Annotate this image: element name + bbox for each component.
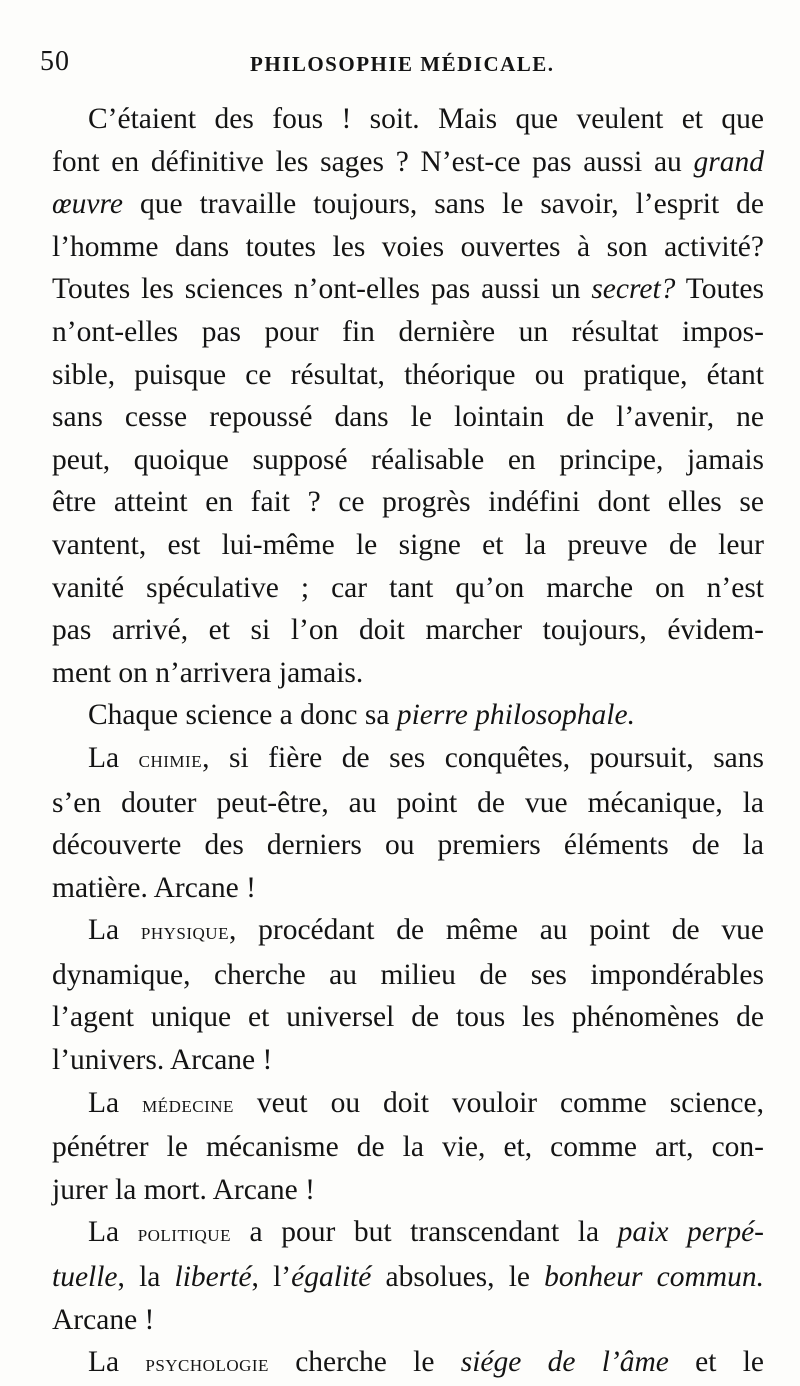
text-line: l’agent unique et universel de tous les phénomènes de (52, 1001, 764, 1034)
text-line: n’ont-elles pas pour fin dernière un résultat impos- (52, 315, 764, 348)
science-name: physique (140, 918, 229, 946)
italic-term: grand (693, 145, 764, 178)
text-line: jurer la mort. Arcane ! (52, 1173, 315, 1206)
text-line: vantent, est lui-même le signe et la preuve de leur (52, 528, 764, 561)
text-line: œuvre que travaille toujours, sans le savoir, l’esprit de (52, 188, 764, 221)
italic-term: égalité (291, 1261, 372, 1294)
italic-term: secret? (591, 273, 676, 306)
italic-term: tuelle (52, 1261, 118, 1294)
body-text (52, 98, 764, 1386)
science-name: psychologie (145, 1350, 269, 1378)
text-line: La physique, procédant de même au point de vue (88, 914, 764, 947)
text-line: l’univers. Arcane ! (52, 1044, 273, 1077)
text-line: pénétrer le mécanisme de la vie, et, comme art, con- (52, 1131, 764, 1164)
text-line: C’étaient des fous ! soit. Mais que veulent et que (88, 103, 764, 135)
text-line: s’en douter peut-être, au point de vue mécanique, la (52, 786, 764, 819)
text-line: dynamique, cherche au milieu de ses impondérables (52, 958, 764, 991)
italic-term: paix perpé- (617, 1216, 764, 1249)
text-line: peut, quoique supposé réalisable en principe, jamais (52, 443, 764, 476)
text-line: tuelle, la liberté, l’égalité absolues, le bonheur commun. (52, 1261, 764, 1294)
science-name: chimie (138, 745, 203, 773)
text-line: La psychologie cherche le siége de l’âme et le (88, 1346, 764, 1379)
text-line: Toutes les sciences n’ont-elles pas aussi un secret? Toutes (52, 273, 764, 306)
text-line: sans cesse repoussé dans le lointain de l’avenir, ne (52, 401, 764, 434)
text-line: découverte des derniers ou premiers éléments de la (52, 829, 764, 862)
text-line: pas arrivé, et si l’on doit marcher toujours, évidem- (52, 614, 764, 647)
text-line: La médecine veut ou doit vouloir comme science, (88, 1086, 764, 1119)
text-line: être atteint en fait ? ce progrès indéfini dont elles se (52, 486, 764, 519)
text-line: La politique a pour but transcendant la paix perpé- (88, 1216, 764, 1249)
italic-term: bonheur commun. (544, 1261, 764, 1294)
page-number: 50 (40, 46, 70, 77)
running-head: PHILOSOPHIE MÉDICALE. (250, 52, 555, 76)
italic-term: pierre philosophale. (396, 699, 635, 732)
text-line: vanité spéculative ; car tant qu’on marche on n’est (52, 571, 764, 604)
text-line: l’homme dans toutes les voies ouvertes à son activité? (52, 230, 764, 263)
italic-term: œuvre (52, 188, 123, 221)
text-line: matière. Arcane ! (52, 871, 256, 904)
text-line: La chimie, si fière de ses conquêtes, poursuit, sans (88, 741, 765, 774)
text-line: font en définitive les sages ? N’est-ce pas aussi au grand (52, 145, 764, 178)
italic-term: siége de l’âme (460, 1346, 669, 1379)
science-name: politique (137, 1220, 231, 1248)
science-name: médecine (142, 1090, 234, 1118)
text-line: Arcane ! (52, 1303, 155, 1336)
text-line: sible, puisque ce résultat, théorique ou pratique, étant (52, 358, 764, 391)
text-line: Chaque science a donc sa pierre philosophale. (88, 699, 635, 732)
italic-term: liberté (174, 1261, 252, 1294)
text-line: ment on n’arrivera jamais. (52, 656, 364, 689)
